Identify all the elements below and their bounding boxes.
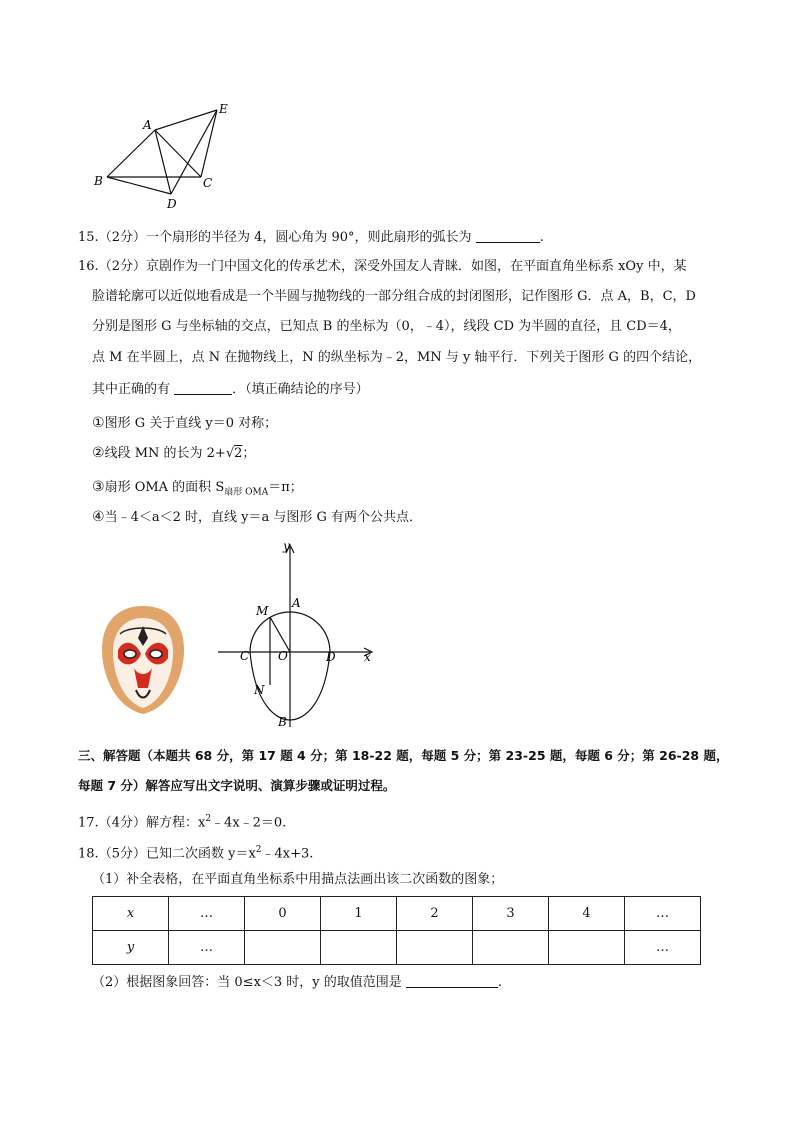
table-input-cell[interactable]: [245, 931, 321, 965]
table-cell: …: [169, 897, 245, 931]
table-cell: y: [93, 931, 169, 965]
q18-part-2: （2）根据图象回答：当 0≤x＜3 时，y 的取值范围是 .: [92, 975, 503, 990]
table-input-cell[interactable]: [473, 931, 549, 965]
point-O: O: [278, 649, 288, 663]
q15-answer-blank[interactable]: [476, 228, 540, 243]
q15-text: 一个扇形的半径为 4，圆心角为 90°，则此扇形的弧长为: [145, 230, 472, 245]
y-axis-label: y: [283, 539, 290, 553]
coordinate-figure-q16: [210, 535, 380, 730]
point-A: A: [292, 596, 301, 610]
table-row-x: [93, 897, 701, 931]
q18-value-table: [92, 896, 701, 965]
label-B: B: [94, 174, 103, 188]
q16-line-5: 其中正确的有 ．（填正确结论的序号）: [92, 382, 369, 397]
label-E: E: [219, 102, 228, 116]
point-C: C: [240, 649, 250, 663]
point-B: B: [278, 715, 287, 729]
question-17: 17.（4分）解方程：$x^2﹣4x﹣2=0$.: [78, 814, 287, 831]
q16-option-4: ④当﹣4＜a＜2 时，直线 y＝a 与图形 G 有两个公共点．: [92, 509, 422, 525]
point-N: N: [254, 683, 265, 697]
question-18: 18.（5分）已知二次函数 $y=x^2﹣4x+3$.: [78, 845, 314, 862]
table-cell: …: [169, 931, 245, 965]
table-input-cell[interactable]: [397, 931, 473, 965]
section-3-heading-cont: 每题 7 分）解答应写出文字说明、演算步骤或证明过程。: [78, 778, 396, 793]
table-cell: …: [625, 931, 701, 965]
q16-option-2: ②线段 MN 的长为 2+√2；: [92, 445, 256, 461]
q16-option-3: ③扇形 OMA 的面积 $S_{扇形 OMA}=\pi$；: [92, 479, 303, 498]
q18-answer-blank[interactable]: [406, 973, 498, 988]
table-input-cell[interactable]: [549, 931, 625, 965]
label-C: C: [203, 176, 213, 190]
point-M: M: [256, 604, 269, 618]
table-cell: 0: [245, 897, 321, 931]
table-cell: 1: [321, 897, 397, 931]
q16-answer-blank[interactable]: [174, 380, 232, 395]
triangle-figure-q14: [85, 95, 245, 215]
label-A: A: [143, 118, 152, 132]
q16-line-2: 脸谱轮廓可以近似地看成是一个半圆与抛物线的一部分组合成的封闭图形，记作图形 G．点 A，B，C，D: [92, 289, 696, 304]
section-3-heading: 三、解答题（本题共 68 分，第 17 题 4 分；第 18-22 题，每题 5 分；第 23-25 题，每题 6 分；第 26-28 题，: [78, 748, 729, 763]
q15-score: （2分）: [98, 230, 146, 245]
q16-line-3: 分别是图形 G 与坐标轴的交点，已知点 B 的坐标为（0，﹣4），线段 CD 为半圆的直径，且 CD＝4，: [92, 319, 681, 334]
q16-line-4: 点 M 在半圆上，点 N 在抛物线上，N 的纵坐标为﹣2，MN 与 y 轴平行．下列关于图形 G 的四个结论，: [92, 350, 702, 365]
q18-part-1: （1）补全表格，在平面直角坐标系中用描点法画出该二次函数的图象；: [92, 872, 504, 887]
table-cell: …: [625, 897, 701, 931]
point-D: D: [326, 650, 336, 664]
question-15: 15.（2分）一个扇形的半径为 4，圆心角为 90°，则此扇形的弧长为 .: [78, 230, 544, 245]
sqrt-icon: √: [225, 446, 235, 461]
q16-line-1: 16.（2分）京剧作为一门中国文化的传承艺术，深受外国友人青睐．如图，在平面直角坐标系 xOy 中，某: [78, 259, 687, 274]
table-row-y: [93, 931, 701, 965]
table-cell: x: [93, 897, 169, 931]
table-cell: 4: [549, 897, 625, 931]
q15-number: 15.: [78, 230, 99, 245]
table-cell: 3: [473, 897, 549, 931]
x-axis-label: x: [364, 650, 371, 664]
q16-option-1: ①图形 G 关于直线 y＝0 对称；: [92, 415, 278, 431]
table-cell: 2: [397, 897, 473, 931]
opera-mask-image: [98, 604, 188, 716]
table-input-cell[interactable]: [321, 931, 397, 965]
label-D: D: [167, 197, 177, 211]
